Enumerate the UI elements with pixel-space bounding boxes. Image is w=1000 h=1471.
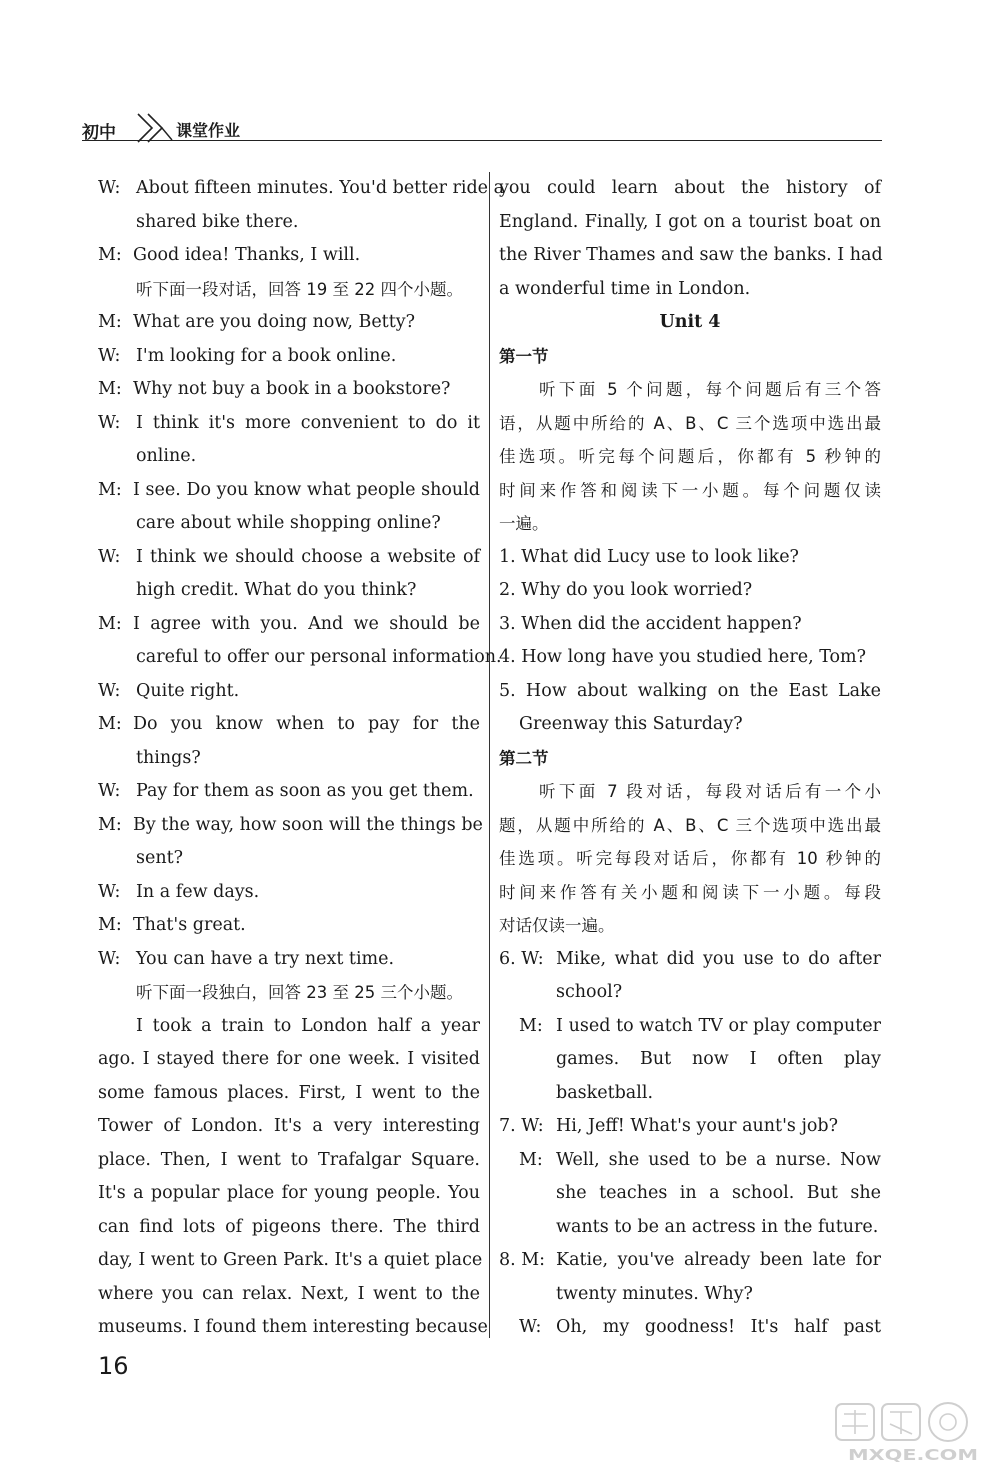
text-line [98, 1043, 480, 1077]
speaker-label: W: [98, 881, 121, 902]
text-line [499, 1077, 881, 1111]
dialogue-text: What are you doing now, Betty? [133, 312, 416, 332]
dialogue-text: Hi, Jeff! What's your aunt's job? [556, 1116, 838, 1136]
speaker-label: W: [98, 412, 121, 433]
text-line [499, 876, 881, 910]
speaker-label: W: [98, 781, 121, 801]
page-header [82, 118, 882, 142]
instruction-text: 听下面一段独白，回答 23 至 25 三个小题。 [136, 983, 463, 1002]
speaker-label: M: [98, 245, 122, 265]
instruction-text: 一遍。 [499, 514, 549, 533]
text-line [98, 876, 480, 910]
book-title: 课堂作业 [176, 121, 241, 140]
text-line [98, 407, 480, 441]
text-line [98, 340, 480, 374]
paragraph-text: 2. Why do you look worried? [499, 580, 753, 600]
speaker-label: W: [98, 546, 121, 567]
text-line [499, 373, 881, 407]
header-rule [82, 140, 882, 141]
paragraph-text: 3. When did the accident happen? [499, 613, 802, 634]
dialogue-text: I think we should choose a website of [136, 546, 480, 567]
paragraph-text: 4. How long have you studied here, Tom? [499, 647, 867, 667]
dialogue-text: I used to watch TV or play computer [556, 1015, 881, 1036]
paragraph-text: I took a train to London half a year [136, 1015, 480, 1036]
paragraph-text: the River Thames and saw the banks. I had [499, 245, 883, 265]
text-line [98, 507, 480, 541]
paragraph-text: Tower of London. It's a very interesting [98, 1116, 480, 1136]
text-line [98, 976, 480, 1010]
text-line [499, 1177, 881, 1211]
dialogue-text: Good idea! Thanks, I will. [133, 245, 361, 265]
text-line [499, 742, 881, 776]
text-line [98, 775, 480, 809]
speaker-label: W: [98, 948, 121, 969]
paragraph-text: museums. I found them interesting because [98, 1317, 488, 1337]
dialogue-text: Why not buy a book in a bookstore? [133, 379, 451, 399]
text-line [499, 1144, 881, 1178]
instruction-text: 佳选项。听完每段对话后，你都有 10 秒钟的 [499, 849, 881, 868]
text-line [98, 1010, 480, 1044]
continuation-text: sent? [136, 848, 184, 868]
text-line [98, 809, 483, 843]
text-line [499, 273, 881, 307]
instruction-text: 听下面 5 个问题，每个问题后有三个答 [539, 380, 881, 399]
text-line [98, 206, 480, 240]
text-line [499, 541, 881, 575]
instruction-text: 听下面一段对话，回答 19 至 22 四个小题。 [136, 279, 463, 299]
text-line [98, 742, 480, 776]
dialogue-text: In a few days. [136, 881, 260, 902]
text-line [499, 507, 881, 541]
text-line [98, 239, 480, 273]
text-line [499, 172, 881, 206]
instruction-text: 语，从题中所给的 A、B、C 三个选项中选出最 [499, 413, 881, 433]
text-line [499, 1244, 881, 1278]
text-line [499, 943, 881, 977]
text-line [98, 1177, 480, 1211]
text-line [499, 407, 881, 441]
text-line [499, 340, 881, 374]
text-line [98, 1077, 480, 1111]
svg-text:MXQE.COM: MXQE.COM [848, 1446, 978, 1464]
continuation-text: online. [136, 446, 197, 466]
speaker-label: W: [98, 680, 121, 701]
unit-heading: Unit 4 [659, 312, 721, 332]
continuation-text: wants to be an actress in the future. [556, 1216, 879, 1237]
text-line [499, 976, 881, 1010]
dialogue-text: Quite right. [136, 680, 240, 701]
paragraph-text: where you can relax. Next, I went to the [98, 1283, 480, 1304]
continuation-text: care about while shopping online? [136, 513, 441, 533]
text-line [499, 675, 881, 709]
dialogue-text: Do you know when to pay for the [133, 714, 480, 734]
continuation-text: games. But now I often play [556, 1049, 881, 1069]
text-line [98, 373, 480, 407]
watermark-logo [830, 1400, 990, 1466]
text-line [98, 943, 480, 977]
left-column [98, 172, 505, 1345]
speaker-label: W: [519, 1317, 542, 1337]
text-line [499, 842, 881, 876]
dialogue-text: I'm looking for a book online. [136, 345, 397, 366]
dialogue-text: That's great. [133, 915, 246, 935]
text-line [499, 1311, 881, 1345]
paragraph-text: you could learn about the history of [499, 178, 881, 198]
paragraph-text: It's a popular place for young people. You [98, 1183, 480, 1203]
text-line [98, 440, 480, 474]
dialogue-text: About fifteen minutes. You'd better ride a [136, 178, 505, 198]
speaker-label: W: [98, 345, 121, 366]
dialogue-text: I think it's more convenient to do it [136, 412, 480, 433]
section-heading: 第一节 [499, 346, 549, 366]
text-line [499, 909, 881, 943]
speaker-label: M: [98, 814, 122, 835]
continuation-text: careful to offer our personal information. [136, 647, 502, 667]
text-line [499, 1010, 881, 1044]
text-line [98, 474, 480, 508]
school-level: 初中 [82, 123, 116, 143]
paragraph-text: 5. How about walking on the East Lake [499, 680, 881, 701]
paragraph-text: a wonderful time in London. [499, 278, 751, 299]
dialogue-text: Mike, what did you use to do after [556, 948, 881, 969]
paragraph-text: some famous places. First, I went to the [98, 1082, 480, 1103]
speaker-label: W: [98, 178, 121, 198]
text-line [499, 1278, 881, 1312]
continuation-text: Greenway this Saturday? [519, 714, 743, 734]
instruction-text: 佳选项。听完每个问题后，你都有 5 秒钟的 [499, 447, 881, 466]
column-divider [489, 172, 490, 1338]
text-line [499, 708, 881, 742]
text-line [499, 1110, 881, 1144]
text-line [98, 708, 480, 742]
paragraph-text: can find lots of pigeons there. The third [98, 1216, 480, 1237]
text-line [98, 1244, 483, 1278]
text-line [98, 273, 480, 307]
instruction-text: 时间来作答有关小题和阅读下一小题。每段 [499, 882, 881, 902]
text-line [98, 909, 480, 943]
page-number: 16 [98, 1352, 129, 1380]
text-line [499, 1043, 881, 1077]
paragraph-text: England. Finally, I got on a tourist boat on [499, 211, 881, 232]
right-column [499, 172, 881, 1345]
text-line [98, 306, 480, 340]
dialogue-text: Oh, my goodness! It's half past [556, 1317, 881, 1337]
speaker-label: M: [98, 915, 122, 935]
question-speaker: 7. W: [499, 1116, 544, 1136]
text-line [98, 675, 480, 709]
text-line [98, 842, 480, 876]
text-line [98, 1110, 480, 1144]
text-line [98, 574, 480, 608]
question-speaker: 6. W: [499, 948, 544, 969]
dialogue-text: Pay for them as soon as you get them. [136, 781, 474, 801]
text-line [98, 641, 502, 675]
continuation-text: she teaches in a school. But she [556, 1183, 881, 1203]
speaker-label: M: [519, 1015, 543, 1036]
continuation-text: shared bike there. [136, 211, 299, 232]
section-heading: 第二节 [499, 748, 549, 768]
continuation-text: twenty minutes. Why? [556, 1283, 753, 1304]
continuation-text: basketball. [556, 1082, 654, 1103]
text-line [499, 641, 881, 675]
text-line [98, 1144, 480, 1178]
text-line [499, 809, 881, 843]
instruction-text: 时间来作答和阅读下一小题。每个问题仅读 [499, 480, 881, 500]
speaker-label: M: [98, 613, 122, 634]
text-line [499, 1211, 881, 1245]
dialogue-text: By the way, how soon will the things be [133, 814, 483, 835]
paragraph-text: 1. What did Lucy use to look like? [499, 546, 799, 567]
instruction-text: 题，从题中所给的 A、B、C 三个选项中选出最 [499, 815, 881, 835]
speaker-label: M: [98, 714, 122, 734]
text-line [499, 474, 881, 508]
text-line [499, 775, 881, 809]
continuation-text: high credit. What do you think? [136, 580, 417, 600]
paragraph-text: ago. I stayed there for one week. I visited [98, 1049, 480, 1069]
speaker-label: M: [519, 1149, 543, 1170]
text-line [98, 1311, 488, 1345]
continuation-text: things? [136, 747, 201, 768]
text-line [98, 1278, 480, 1312]
dialogue-text: Well, she used to be a nurse. Now [556, 1149, 881, 1170]
dialogue-text: Katie, you've already been late for [556, 1250, 881, 1270]
text-line [499, 306, 881, 340]
text-line [499, 574, 881, 608]
text-line [98, 608, 480, 642]
text-line [98, 1211, 480, 1245]
dialogue-text: You can have a try next time. [136, 948, 395, 969]
instruction-text: 对话仅读一遍。 [499, 916, 615, 935]
dialogue-text: I see. Do you know what people should [133, 479, 480, 500]
text-line [499, 608, 881, 642]
text-line [98, 541, 480, 575]
speaker-label: M: [98, 479, 122, 500]
text-line [98, 172, 505, 206]
text-line [499, 206, 881, 240]
paragraph-text: day, I went to Green Park. It's a quiet place [98, 1250, 483, 1270]
paragraph-text: place. Then, I went to Trafalgar Square. [98, 1149, 480, 1170]
text-line [499, 239, 881, 273]
text-line [499, 440, 881, 474]
speaker-label: M: [98, 312, 122, 332]
continuation-text: school? [556, 982, 623, 1002]
question-speaker: 8. M: [499, 1250, 546, 1270]
instruction-text: 听下面 7 段对话，每段对话后有一个小 [539, 782, 881, 801]
dialogue-text: I agree with you. And we should be [133, 613, 480, 634]
speaker-label: M: [98, 379, 122, 399]
